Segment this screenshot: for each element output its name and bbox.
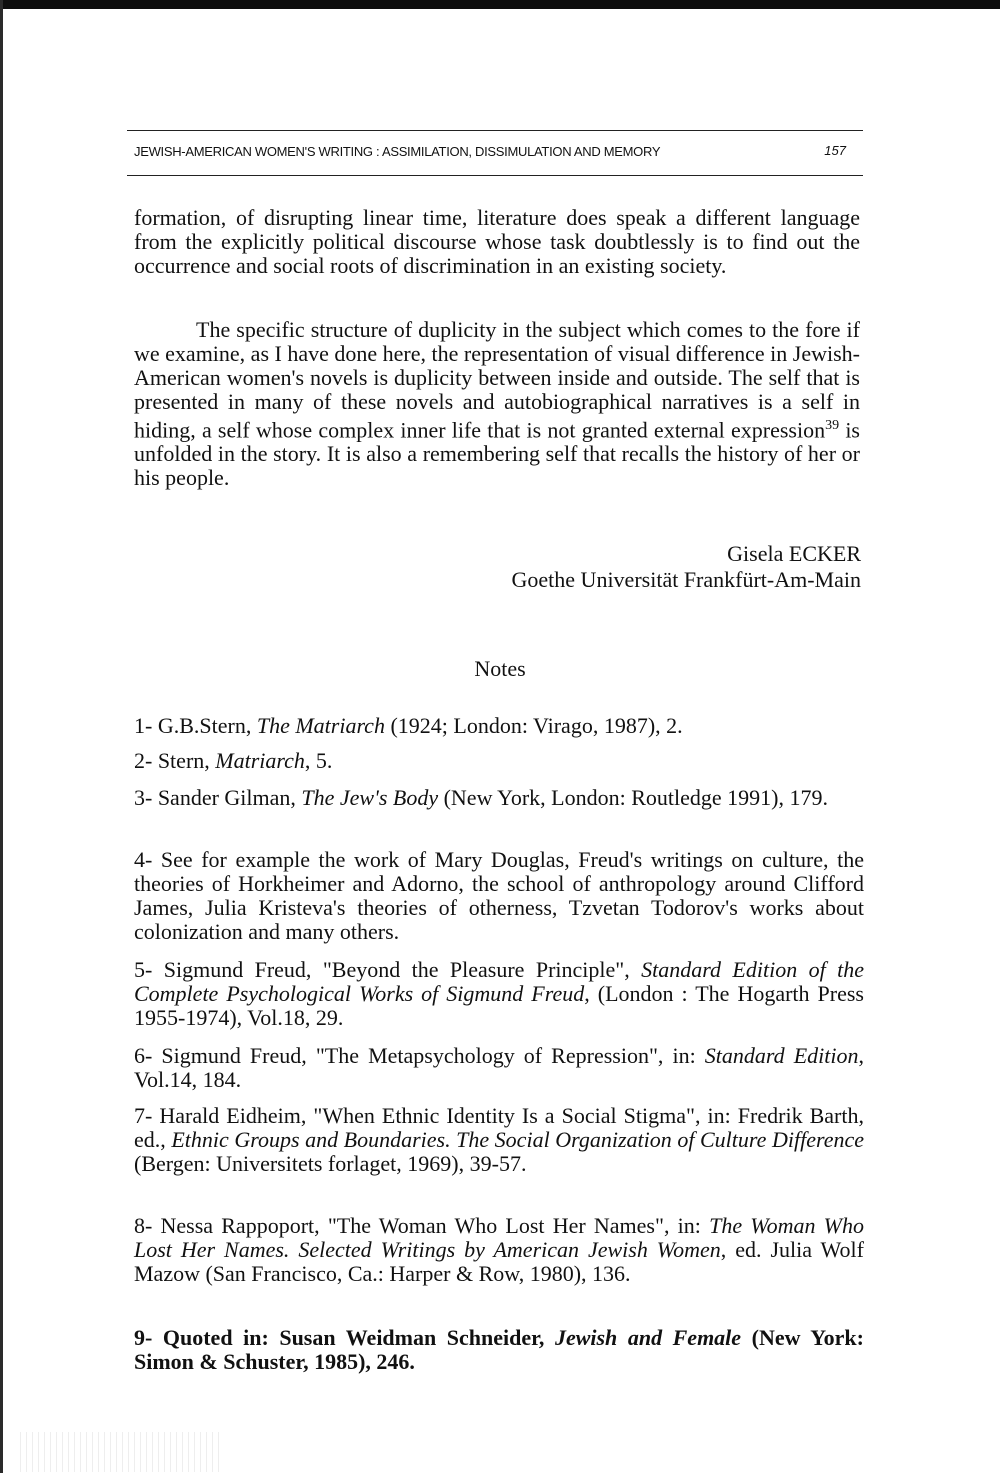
paragraph-2 bbox=[134, 318, 860, 490]
note-2-text-end: , 5. bbox=[304, 748, 333, 773]
note-1 bbox=[134, 714, 864, 738]
note-9 bbox=[134, 1326, 864, 1374]
note-1-text-end: (1924; London: Virago, 1987), 2. bbox=[384, 713, 683, 738]
paragraph-2-text-b: is unfolded in the story. It is also a remembering self that recalls the history of her or his people. bbox=[134, 417, 860, 491]
note-3-text-end: (New York, London: Routledge 1991), 179. bbox=[438, 785, 828, 810]
note-5-text: 5- Sigmund Freud, "Beyond the Pleasure Principle", bbox=[134, 957, 642, 982]
note-3-title: The Jew's Body bbox=[301, 785, 439, 810]
note-2-text: 2- Stern, bbox=[134, 748, 216, 773]
note-6-title: Standard Edition bbox=[704, 1043, 859, 1068]
note-8-text: 8- Nessa Rappoport, "The Woman Who Lost Her Names", in: bbox=[134, 1213, 710, 1238]
note-7 bbox=[134, 1104, 864, 1176]
note-9-title: Jewish and Female bbox=[554, 1325, 742, 1350]
paragraph-2-text-a: The specific structure of duplicity in the subject which comes to the fore if we examine, as I have done here, the representation of visual difference in Jewish-American women's novels is duplicity between inside and outside. The self that is presented in many of these novels and autobiographical narratives is a self in hiding, a self whose complex inner life that is not granted external expression bbox=[134, 317, 860, 443]
note-5 bbox=[134, 958, 864, 1030]
running-header-title: JEWISH-AMERICAN WOMEN'S WRITING : ASSIMILATION, DISSIMULATION AND MEMORY bbox=[134, 144, 661, 159]
note-4 bbox=[134, 848, 864, 944]
note-2 bbox=[134, 749, 864, 773]
note-3-text: 3- Sander Gilman, bbox=[134, 785, 302, 810]
note-5-title: Standard Edition of the Complete Psychological Works of Sigmund Freud bbox=[134, 957, 864, 1006]
author-name: Gisela ECKER bbox=[727, 541, 861, 566]
page-number: 157 bbox=[824, 143, 846, 158]
paragraph-1: formation, of disrupting linear time, literature does speak a different language from the explicitly political discourse whose task doubtlessly is to find out the occurrence and social roots of discrimination in an existing society. bbox=[134, 205, 860, 278]
note-5-text-end: , (London : The Hogarth Press 1955-1974), Vol.18, 29. bbox=[134, 981, 864, 1030]
running-header bbox=[127, 130, 863, 176]
note-4-text: 4- See for example the work of Mary Douglas, Freud's writings on culture, the theories of Horkheimer and Adorno, the school of anthropology around Clifford James, Julia Kristeva's theories of otherness, Tzvetan Todorov's works about colonization and many others. bbox=[134, 847, 864, 944]
note-9-text: 9- Quoted in: Susan Weidman Schneider, bbox=[134, 1325, 555, 1350]
note-3 bbox=[134, 786, 864, 810]
note-6 bbox=[134, 1044, 864, 1092]
scan-left-edge bbox=[0, 0, 3, 1473]
notes-heading: Notes bbox=[474, 656, 526, 681]
scan-top-border bbox=[0, 0, 1000, 9]
author-affiliation: Goethe Universität Frankfürt-Am-Main bbox=[511, 567, 861, 592]
note-6-text: 6- Sigmund Freud, "The Metapsychology of Repression", in: bbox=[134, 1043, 705, 1068]
note-8-text-end: , ed. Julia Wolf Mazow (San Francisco, Ca.: Harper & Row, 1980), 136. bbox=[134, 1237, 864, 1286]
note-7-text-end: (Bergen: Universitets forlaget, 1969), 39-57. bbox=[134, 1151, 527, 1176]
note-1-title: The Matriarch bbox=[256, 713, 385, 738]
scan-noise bbox=[20, 1432, 220, 1472]
note-6-text-end: , Vol.14, 184. bbox=[134, 1043, 864, 1092]
note-9-text-end: (New York: Simon & Schuster, 1985), 246. bbox=[134, 1325, 864, 1374]
note-8-title: The Woman Who Lost Her Names. Selected Writings by American Jewish Women bbox=[134, 1213, 864, 1262]
note-8 bbox=[134, 1214, 864, 1286]
footnote-ref-39: 39 bbox=[825, 418, 840, 433]
note-7-text: 7- Harald Eidheim, "When Ethnic Identity Is a Social Stigma", in: Fredrik Barth, ed., bbox=[134, 1103, 864, 1152]
note-1-text: 1- G.B.Stern, bbox=[134, 713, 257, 738]
note-2-title: Matriarch bbox=[215, 748, 305, 773]
note-7-title: Ethnic Groups and Boundaries. The Social Organization of Culture Difference bbox=[171, 1127, 864, 1152]
